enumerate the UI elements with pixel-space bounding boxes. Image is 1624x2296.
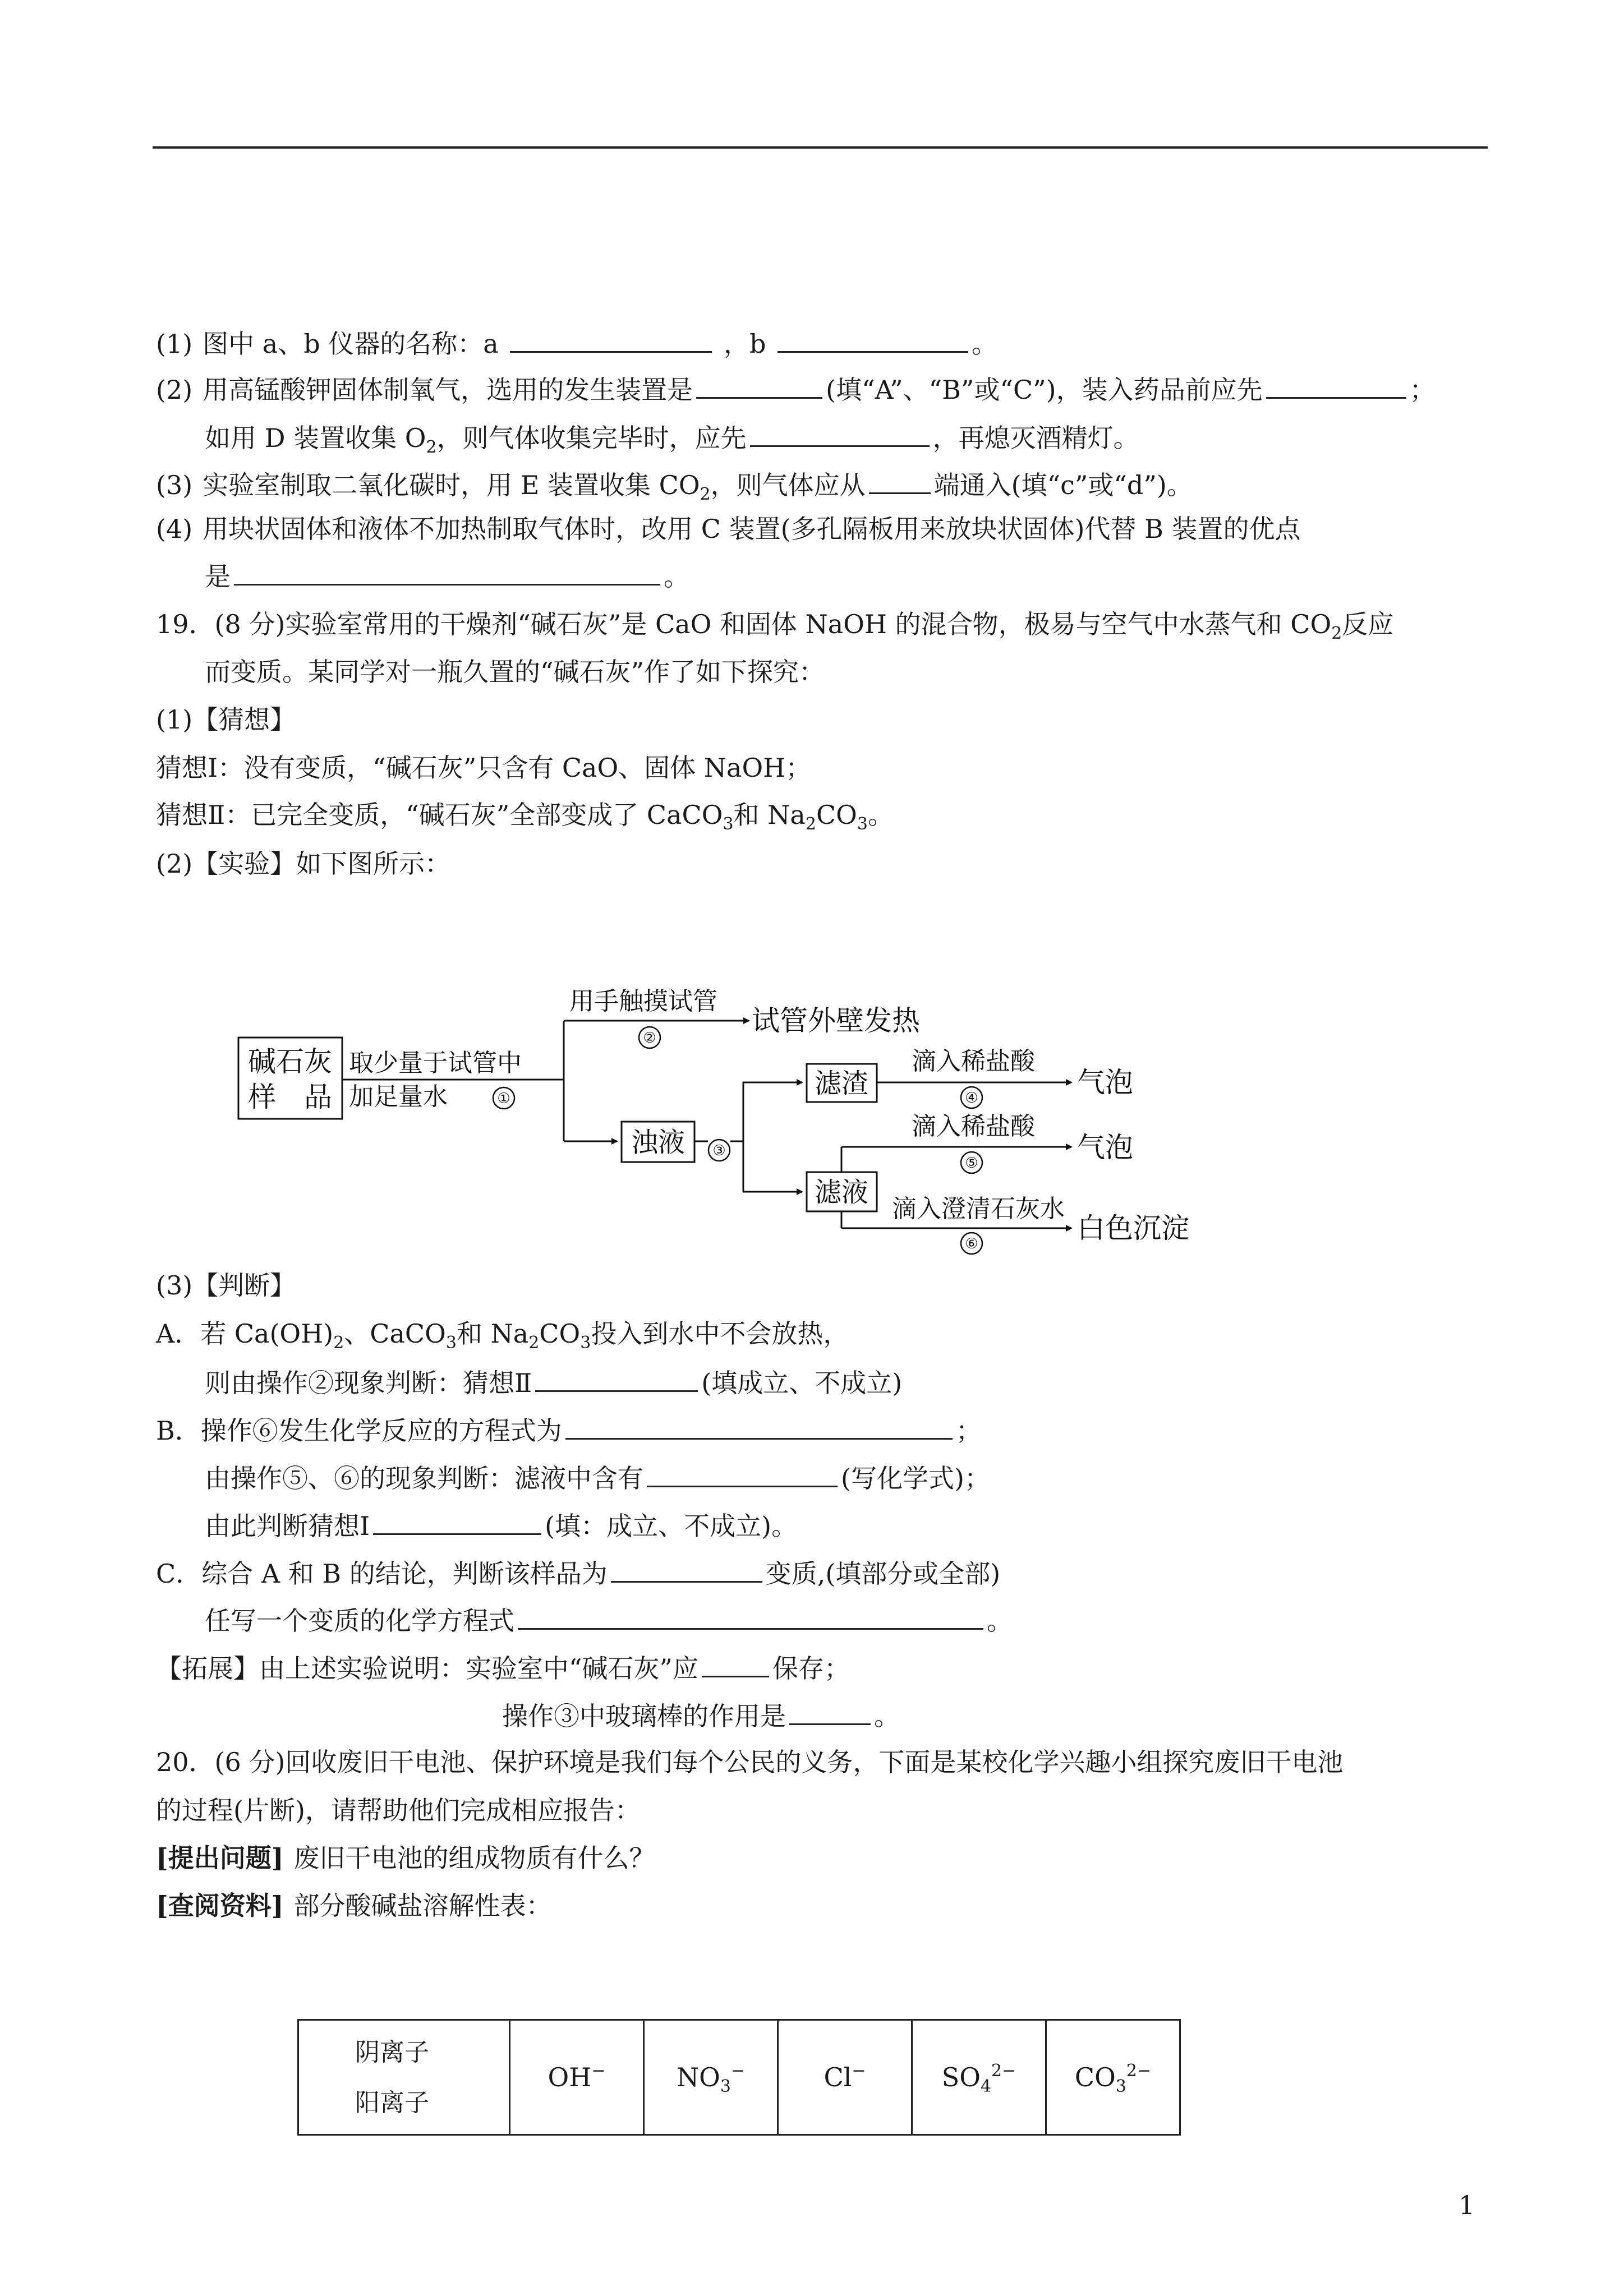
- acid-label-1: 滴入稀盐酸: [912, 1047, 1035, 1076]
- header-corner-cell: [298, 2020, 510, 2135]
- bubble-result-1: 气泡: [1077, 1066, 1133, 1099]
- q20-reference: [查阅资料] 部分酸碱盐溶解性表：: [156, 1891, 552, 1921]
- judge-heading: (3)【判断】: [156, 1270, 296, 1301]
- page-number: 1: [1459, 2190, 1475, 2220]
- blank-equation-6[interactable]: [565, 1412, 953, 1440]
- blank-a[interactable]: [510, 325, 712, 353]
- judge-B-2: 由操作⑤、⑥的现象判断：滤液中含有 (写化学式)；: [205, 1460, 990, 1493]
- q20-line-2: 的过程(片断)，请帮助他们完成相应报告：: [156, 1795, 641, 1825]
- q19-intro-cont: 而变质。某同学对一瓶久置的“碱石灰”作了如下探究：: [205, 657, 825, 687]
- blank-degrade-equation[interactable]: [518, 1602, 983, 1630]
- experiment-flow-diagram: [224, 984, 1262, 1265]
- blank-filtrate-formula[interactable]: [647, 1460, 838, 1487]
- judge-A-1: A．若 $Ca(OH)_2$、CaCO$_3$和 $Na_2CO_3$投入到水中不会放热，: [156, 1318, 849, 1353]
- extension-1: 【拓展】由上述实验说明：实验室中“碱石灰”应 保存；: [156, 1650, 850, 1684]
- step-5-label: ⑤: [965, 1155, 978, 1172]
- judge-A-2: 则由操作②现象判断：猜想Ⅱ (填成立、不成立): [205, 1364, 902, 1398]
- col-header-so4: $SO_4^{2-}$: [912, 2020, 1046, 2135]
- blank-glass-rod[interactable]: [789, 1698, 871, 1725]
- step-1-label: ①: [497, 1090, 510, 1107]
- filtrate-label: 滤液: [814, 1177, 869, 1208]
- col-header-co3: $CO_3^{2-}$: [1046, 2020, 1180, 2135]
- blank-guess2[interactable]: [535, 1364, 698, 1392]
- sample-label-2: 样 品: [248, 1081, 332, 1113]
- table-row: [298, 2020, 1180, 2135]
- touch-label: 用手触摸试管: [569, 987, 717, 1016]
- residue-label: 滤渣: [814, 1068, 869, 1099]
- experiment-heading: (2)【实验】如下图所示：: [156, 849, 451, 879]
- q20-question: [提出问题] 废旧干电池的组成物质有什么？: [156, 1843, 655, 1873]
- bubble-result-2: 气泡: [1077, 1131, 1133, 1164]
- q20-line-1: 20．(6 分)回收废旧干电池、保护环境是我们每个公民的义务，下面是某校化学兴趣小组探究废旧干电池: [156, 1747, 1344, 1777]
- limewater-label: 滴入澄清石灰水: [892, 1195, 1065, 1223]
- col-header-cl: Cl−: [778, 2020, 912, 2135]
- blank-storage[interactable]: [702, 1650, 769, 1677]
- extension-2: 操作③中玻璃棒的作用是 。: [502, 1698, 900, 1731]
- take-sample-label-2: 加足量水: [349, 1082, 448, 1111]
- blank-port[interactable]: [869, 467, 931, 494]
- blank-first-step[interactable]: [750, 419, 930, 447]
- step-3-label: ③: [712, 1142, 726, 1159]
- step-4-label: ④: [965, 1090, 978, 1106]
- blank-device[interactable]: [696, 371, 822, 399]
- col-header-no3: $NO_3^-$: [644, 2020, 778, 2135]
- step-2-label: ②: [643, 1030, 656, 1046]
- blank-check[interactable]: [1266, 371, 1406, 399]
- turbid-label: 浊液: [631, 1127, 686, 1158]
- acid-label-2: 滴入稀盐酸: [912, 1112, 1035, 1141]
- q18-part3: (3) 实验室制取二氧化碳时，用 E 装置收集 $CO_2$，则气体应从 端通入(填“c”或“d”)。: [156, 467, 1193, 500]
- judge-C-2: 任写一个变质的化学方程式 。: [205, 1602, 1013, 1636]
- take-sample-label-1: 取少量于试管中: [349, 1049, 522, 1077]
- header-rule: [153, 146, 1488, 149]
- q18-part1: (1) 图中 a、b 仪器的名称：a ，b 。: [156, 325, 997, 359]
- q18-part4-cont: 是 。: [205, 558, 689, 592]
- sample-label-1: 碱石灰: [248, 1045, 332, 1078]
- blank-guess1[interactable]: [373, 1507, 541, 1535]
- guess-heading: (1)【猜想】: [156, 704, 296, 735]
- q19-intro: 19．(8 分)实验室常用的干燥剂“碱石灰”是 CaO 和固体 NaOH 的混合物，极易与空气中水蒸气和 $CO_2$反应: [156, 609, 1394, 643]
- anion-label: 阴离子: [355, 2038, 429, 2067]
- q18-part2-cont: 如用 D 装置收集 $O_2$，则气体收集完毕时，应先 ，再熄灭酒精灯。: [205, 419, 1139, 453]
- step-6-label: ⑥: [965, 1235, 978, 1252]
- judge-C-1: C．综合 A 和 B 的结论，判断该样品为 变质,(填部分或全部): [156, 1555, 1000, 1589]
- q18-part2: (2) 用高锰酸钾固体制氧气，选用的发生装置是 (填“A”、“B”或“C”)，装入药品前应先 ；: [156, 371, 1436, 405]
- precipitate-result: 白色沉淀: [1077, 1212, 1189, 1244]
- blank-advantage[interactable]: [234, 558, 660, 585]
- q18-part4: (4) 用块状固体和液体不加热制取气体时，改用 C 装置(多孔隔板用来放块状固体)代替 B 装置的优点: [156, 514, 1301, 544]
- judge-B-1: B．操作⑥发生化学反应的方程式为 ；: [156, 1412, 982, 1446]
- col-header-oh: OH−: [510, 2020, 644, 2135]
- judge-B-3: 由此判断猜想Ⅰ (填：成立、不成立)。: [205, 1507, 797, 1541]
- blank-b[interactable]: [778, 325, 968, 353]
- blank-degree[interactable]: [611, 1555, 762, 1583]
- cation-label: 阳离子: [355, 2088, 429, 2117]
- hot-result: 试管外壁发热: [752, 1004, 920, 1037]
- guess-2: 猜想Ⅱ：已完全变质，“碱石灰”全部变成了 CaCO$_3$和 $Na_2CO_3$。: [156, 800, 894, 834]
- guess-1: 猜想Ⅰ：没有变质，“碱石灰”只含有 CaO、固体 NaOH；: [156, 753, 812, 783]
- solubility-table: [297, 2019, 1181, 2136]
